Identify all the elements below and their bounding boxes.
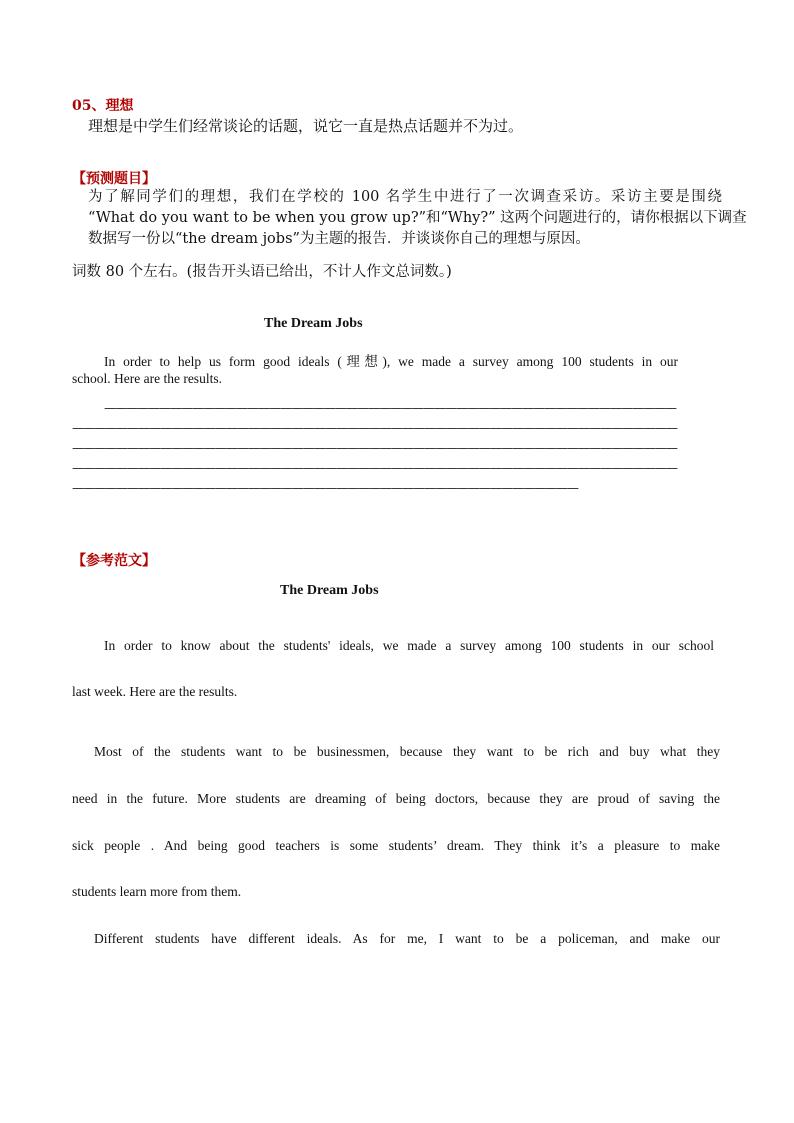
reference-p2-line-1 bbox=[72, 744, 720, 760]
reference-p2-text-2: need in the future. More students are dreaming of being doctors, because they are proud of saving the bbox=[72, 791, 720, 806]
blank-writing-line: ——————————————————————————————————————————————————————— bbox=[72, 441, 677, 455]
reference-p3-text-1: Different students have different ideals. As for me, I want to be a policeman, and make our bbox=[94, 931, 720, 946]
reference-p3-line-1 bbox=[72, 931, 720, 947]
prediction-line-3: 数据写一份以“the dream jobs”为主题的报告．并谈谈你自己的理想与原因。 bbox=[88, 231, 590, 247]
blank-writing-line: ——————————————————————————————————————————————————————— bbox=[72, 421, 677, 435]
reference-heading: 【参考范文】 bbox=[72, 553, 156, 569]
template-opening-text-1: In order to help us form good ideals (理想), we made a survey among 100 students in our bbox=[104, 354, 678, 369]
prediction-text-2: “What do you want to be when you grow up?”和“Why?” 这两个问题进行的，请你根据以下调查 bbox=[88, 210, 747, 226]
section-intro: 理想是中学生们经常谈论的话题，说它一直是热点话题并不为过。 bbox=[88, 117, 524, 135]
reference-title: The Dream Jobs bbox=[280, 583, 379, 598]
prediction-heading: 【预测题目】 bbox=[72, 171, 156, 187]
blank-writing-line: ——————————————————————————————————————————————————————— bbox=[72, 461, 677, 475]
template-opening-line-1 bbox=[72, 350, 678, 370]
prediction-line-1 bbox=[88, 187, 722, 208]
prediction-line-4: 词数 80 个左右。(报告开头语已给出，不计人作文总词数。) bbox=[72, 264, 452, 280]
reference-p1-text-1: In order to know about the students' ideals, we made a survey among 100 students in our school bbox=[104, 638, 714, 653]
reference-p1-line-2: last week. Here are the results. bbox=[72, 684, 238, 699]
blank-writing-line: ———————————————————————————————————————————————————— bbox=[104, 401, 676, 415]
reference-p2-text-1: Most of the students want to be businessmen, because they want to be rich and buy what they bbox=[94, 744, 720, 759]
section-title: 05、理想 bbox=[72, 98, 134, 114]
prediction-line-2 bbox=[88, 208, 747, 229]
template-opening-line-2: school. Here are the results. bbox=[72, 371, 222, 386]
reference-p2-line-3 bbox=[72, 838, 720, 854]
reference-p2-text-3: sick people . And being good teachers is some students’ dream. They think it’s a pleasure to make bbox=[72, 838, 720, 853]
reference-p2-line-2 bbox=[72, 791, 720, 807]
reference-p1-line-1 bbox=[72, 638, 714, 654]
blank-writing-line: —————————————————————————————————————————————— bbox=[72, 481, 578, 495]
prediction-text-1: 为了解同学们的理想，我们在学校的 100 名学生中进行了一次调查采访。采访主要是围绕 bbox=[88, 189, 722, 205]
template-title: The Dream Jobs bbox=[264, 316, 363, 331]
reference-p2-line-4: students learn more from them. bbox=[72, 884, 242, 899]
